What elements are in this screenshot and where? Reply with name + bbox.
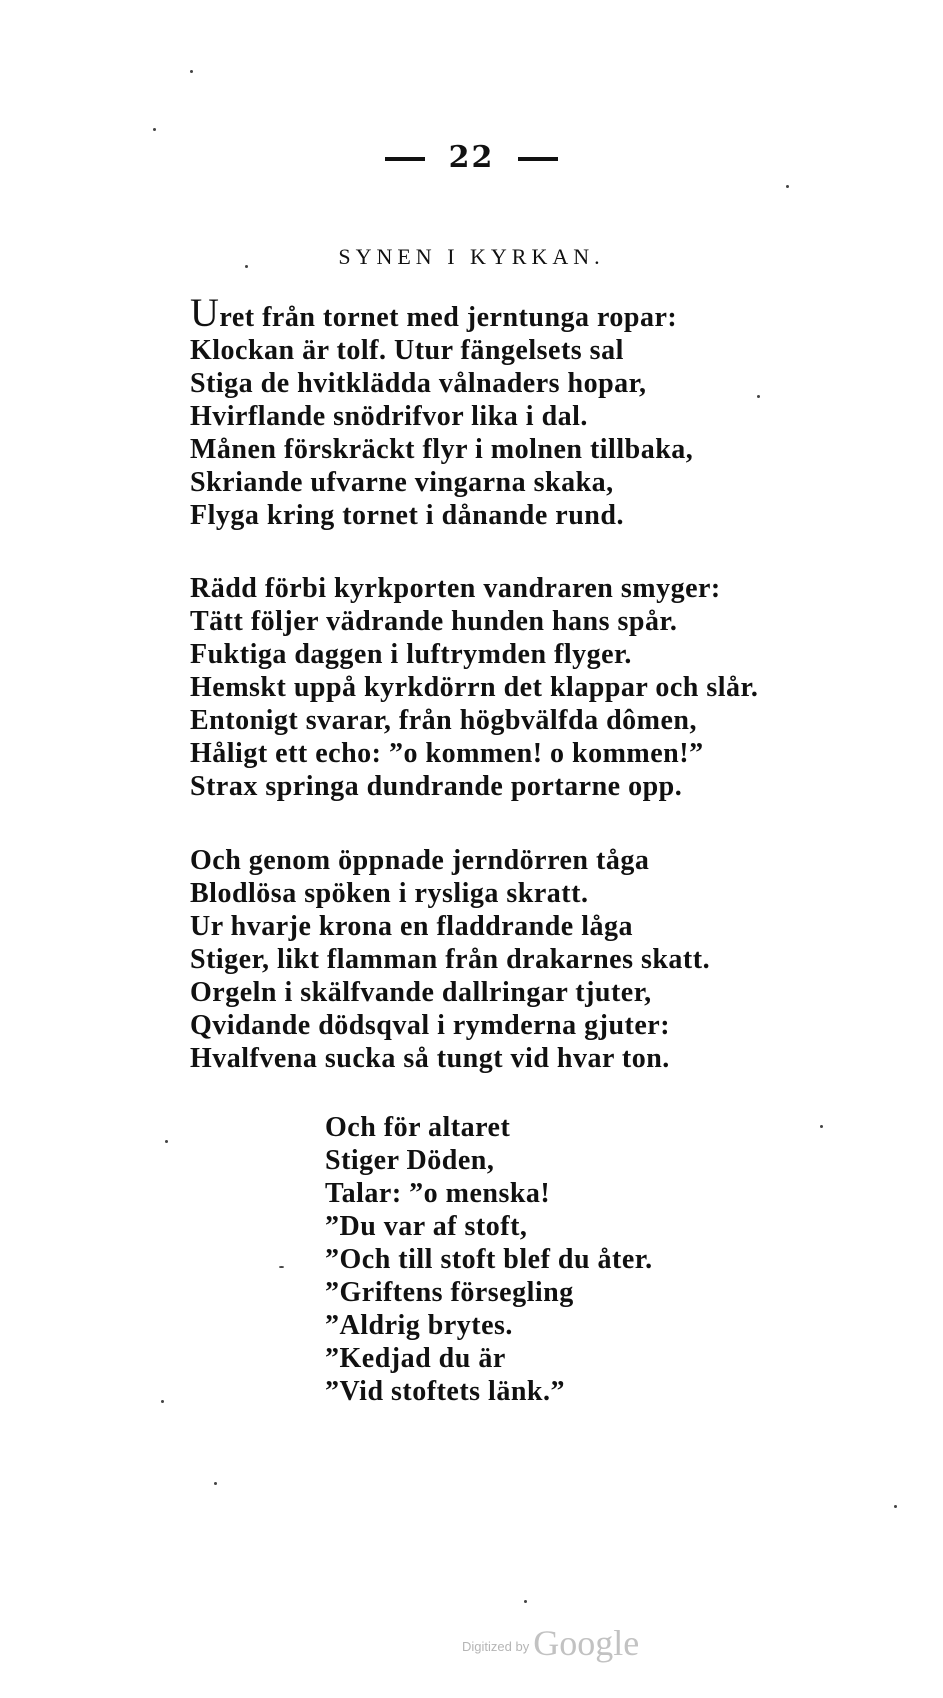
stanza-1-line-4: Hvirflande snödrifvor lika i dal. [190, 401, 588, 432]
stanza-4-line-8: ”Kedjad du är [325, 1343, 506, 1374]
stanza-2-line-2: Tätt följer vädrande hunden hans spår. [190, 606, 678, 637]
stanza-4-line-9: ”Vid stoftets länk.” [325, 1376, 565, 1407]
stanza-3 [190, 844, 890, 1075]
stanza-4-line-2: Stiger Döden, [325, 1145, 495, 1176]
stanza-1-line-1-text: ret från tornet med jerntunga ropar: [219, 302, 678, 333]
stanza-4-line-3: Talar: ”o menska! [325, 1178, 551, 1209]
stanza-4-line-7: ”Aldrig brytes. [325, 1310, 513, 1341]
initial-letter: U [190, 290, 220, 335]
stanza-1-line-5: Månen förskräckt flyr i molnen tillbaka, [190, 434, 694, 465]
digitized-by-text: Digitized by [462, 1639, 530, 1654]
left-dash [385, 157, 425, 161]
stanza-2-line-1: Rädd förbi kyrkporten vandraren smyger: [190, 573, 721, 604]
stanza-1-line-6: Skriande ufvarne vingarna skaka, [190, 467, 614, 498]
stanza-2-line-7: Strax springa dundrande portarne opp. [190, 771, 683, 802]
print-speck [524, 1600, 527, 1603]
print-speck [190, 70, 193, 73]
print-speck [820, 1125, 823, 1128]
stanza-4-line-6: ”Griftens försegling [325, 1277, 574, 1308]
stanza-4 [325, 1111, 825, 1408]
stanza-3-line-4: Stiger, likt flamman från drakarnes skatt. [190, 944, 711, 975]
print-speck [161, 1400, 164, 1403]
print-speck [153, 128, 156, 131]
stanza-2-line-6: Håligt ett echo: ”o kommen! o kommen!” [190, 738, 704, 769]
stanza-1-line-3: Stiga de hvitklädda vålnaders hopar, [190, 368, 647, 399]
stanza-3-line-2: Blodlösa spöken i rysliga skratt. [190, 878, 589, 909]
print-speck [894, 1505, 897, 1508]
stanza-3-line-3: Ur hvarje krona en fladdrande låga [190, 911, 633, 942]
stanza-2-line-5: Entonigt svarar, från högbvälfda dômen, [190, 705, 697, 736]
stanza-2 [190, 572, 890, 803]
stanza-4-line-5: ”Och till stoft blef du åter. [325, 1244, 653, 1275]
stanza-1-line-7: Flyga kring tornet i dånande rund. [190, 500, 624, 531]
stanza-3-line-5: Orgeln i skälfvande dallringar tjuter, [190, 977, 652, 1008]
google-logo: Google [533, 1623, 640, 1663]
stanza-4-line-4: ”Du var af stoft, [325, 1211, 528, 1242]
print-speck [245, 265, 248, 268]
stanza-1 [190, 290, 890, 532]
digitized-by-watermark [462, 1622, 639, 1664]
print-speck [214, 1482, 217, 1485]
stanza-2-line-4: Hemskt uppå kyrkdörrn det klappar och slår. [190, 672, 759, 703]
stanza-4-line-1: Och för altaret [325, 1112, 511, 1143]
stanza-2-line-3: Fuktiga daggen i luftrymden flyger. [190, 639, 632, 670]
page-number-text: 22 [448, 140, 495, 175]
stanza-1-line-1 [190, 290, 890, 335]
print-speck [757, 395, 760, 398]
stanza-3-line-6: Qvidande dödsqval i rymderna gjuter: [190, 1010, 671, 1041]
print-speck [786, 185, 789, 188]
stanza-1-line-2: Klockan är tolf. Utur fängelsets sal [190, 335, 624, 366]
right-dash [518, 157, 558, 161]
stanza-3-line-7: Hvalfvena sucka så tungt vid hvar ton. [190, 1043, 670, 1074]
print-speck [165, 1140, 168, 1143]
stanza-3-line-1: Och genom öppnade jerndörren tåga [190, 845, 650, 876]
page-number [0, 140, 943, 175]
poem-title: SYNEN I KYRKAN. [338, 244, 605, 269]
print-speck [279, 1266, 284, 1268]
